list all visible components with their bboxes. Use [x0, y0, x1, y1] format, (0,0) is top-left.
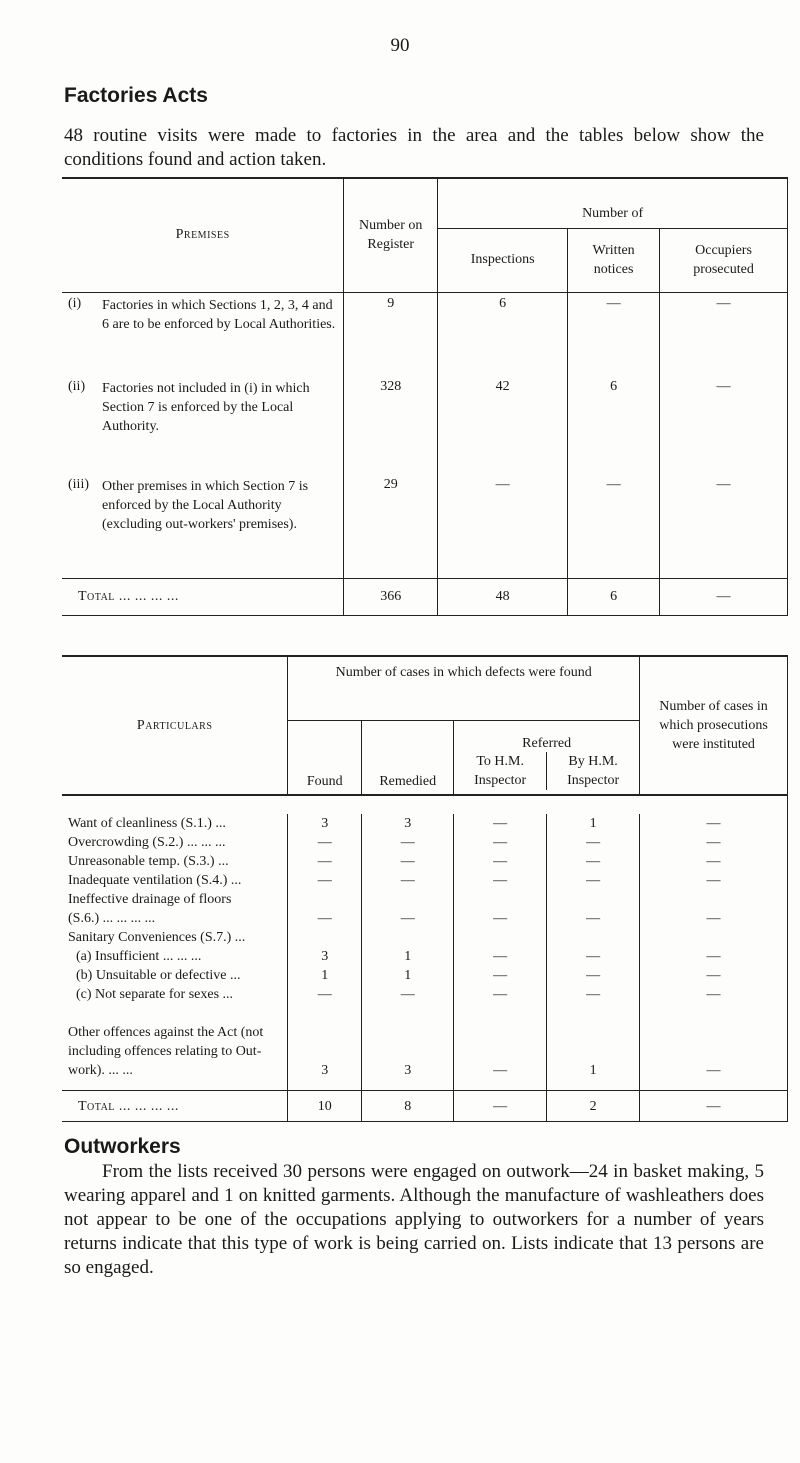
by-hm-cell: [547, 928, 640, 947]
prosecutions-cell: —: [640, 985, 788, 1004]
to-hm-cell: [454, 928, 547, 947]
to-hm-cell: —: [454, 852, 547, 871]
row-numeral: (iii): [68, 477, 89, 492]
intro-paragraph: 48 routine visits were made to factories in the area and the tables below show the conditions found and action taken.: [64, 125, 764, 170]
number-of-header: Number of: [438, 178, 788, 228]
table-row: [62, 985, 788, 1004]
prosecutions-cell: —: [640, 852, 788, 871]
particulars-header: Particulars: [62, 656, 288, 795]
row-numeral: (i): [68, 295, 82, 311]
by-hm-cell: —: [547, 966, 640, 985]
notices-cell: —: [568, 292, 660, 376]
table-row: [62, 474, 788, 578]
particular-label: (c) Not separate for sexes ...: [62, 985, 288, 1004]
prosecutions-total: —: [640, 1091, 788, 1122]
table-row: [62, 966, 788, 985]
prosecutions-cell: —: [640, 947, 788, 966]
to-hm-cell: —: [454, 1004, 547, 1091]
outworkers-title: Outworkers: [64, 1135, 181, 1158]
register-total: 366: [344, 578, 438, 615]
inspections-cell: —: [438, 474, 568, 578]
inspections-cell: 6: [438, 292, 568, 376]
prosecuted-cell: —: [660, 292, 788, 376]
prosecuted-cell: —: [660, 376, 788, 474]
found-cell: 1: [288, 966, 362, 985]
by-hm-cell: —: [547, 890, 640, 928]
by-hm-inspector-header: By H.M. Inspector: [567, 754, 620, 788]
total-row: [62, 578, 788, 615]
register-cell: 328: [344, 376, 438, 474]
to-hm-cell: —: [454, 833, 547, 852]
table-row: [62, 871, 788, 890]
table-row: [62, 947, 788, 966]
prosecutions-header: Number of cases in which prosecutions were instituted: [640, 656, 788, 795]
prosecutions-cell: —: [640, 890, 788, 928]
remedied-cell: —: [362, 871, 454, 890]
premises-description: Factories not included in (i) in which Section 7 is enforced by the Local Authority.: [102, 381, 310, 434]
particular-label: (a) Insufficient ... ... ...: [62, 947, 288, 966]
particular-label: Inadequate ventilation (S.4.) ...: [62, 871, 288, 890]
remedied-total: 8: [362, 1091, 454, 1122]
remedied-cell: 3: [362, 814, 454, 833]
prosecutions-cell: [640, 928, 788, 947]
found-cell: —: [288, 985, 362, 1004]
found-total: 10: [288, 1091, 362, 1122]
prosecutions-cell: —: [640, 833, 788, 852]
by-hm-cell: 1: [547, 814, 640, 833]
particular-label: Sanitary Conveniences (S.7.) ...: [62, 928, 288, 947]
table-row: [62, 928, 788, 947]
by-hm-cell: —: [547, 852, 640, 871]
table-row: [62, 890, 788, 928]
total-label: Total ... ... ... ...: [62, 1091, 288, 1122]
premises-description: Factories in which Sections 1, 2, 3, 4 and 6 are to be enforced by Local Authorities.: [102, 297, 336, 332]
prosecuted-cell: —: [660, 474, 788, 578]
remedied-cell: 1: [362, 966, 454, 985]
to-hm-cell: —: [454, 871, 547, 890]
section-title: Factories Acts: [64, 84, 208, 107]
premises-table: [62, 177, 788, 616]
remedied-cell: —: [362, 890, 454, 928]
by-hm-cell: —: [547, 871, 640, 890]
notices-cell: 6: [568, 376, 660, 474]
notices-cell: —: [568, 474, 660, 578]
particulars-table: [62, 655, 788, 1122]
prosecutions-cell: —: [640, 871, 788, 890]
found-cell: [288, 928, 362, 947]
particular-label: (b) Unsuitable or defective ...: [62, 966, 288, 985]
remedied-cell: 1: [362, 947, 454, 966]
found-cell: —: [288, 890, 362, 928]
by-hm-cell: —: [547, 947, 640, 966]
total-label: Total ... ... ... ...: [62, 578, 344, 615]
found-cell: 3: [288, 1004, 362, 1091]
to-hm-total: —: [454, 1091, 547, 1122]
to-hm-cell: —: [454, 814, 547, 833]
written-notices-header: Written notices: [568, 228, 660, 292]
inspections-cell: 42: [438, 376, 568, 474]
table-row: [62, 814, 788, 833]
particular-label: Other offences against the Act (not including offences relating to Out-work). ... ...: [62, 1004, 288, 1091]
remedied-cell: —: [362, 852, 454, 871]
prosecutions-cell: —: [640, 966, 788, 985]
particular-label: Want of cleanliness (S.1.) ...: [62, 814, 288, 833]
found-cell: 3: [288, 814, 362, 833]
remedied-cell: [362, 928, 454, 947]
table-row: [62, 1004, 788, 1091]
particular-label: Overcrowding (S.2.) ... ... ...: [62, 833, 288, 852]
to-hm-cell: —: [454, 947, 547, 966]
row-numeral: (ii): [68, 379, 86, 394]
remedied-cell: —: [362, 833, 454, 852]
found-header: Found: [288, 720, 362, 795]
page-number: 90: [390, 35, 410, 56]
prosecuted-total: —: [660, 578, 788, 615]
outworkers-paragraph: From the lists received 30 persons were engaged on outwork—24 in basket making, 5 wearing apparel and 1 on knitted garments. Although the manufacture of washleathers does not appear to be one of the occupations applying to outworkers for a number of years returns indicate that this type of work is being carried on. Lists indicate that 13 persons are so engaged.: [64, 1161, 764, 1278]
by-hm-total: 2: [547, 1091, 640, 1122]
remedied-cell: —: [362, 985, 454, 1004]
to-hm-cell: —: [454, 890, 547, 928]
by-hm-cell: —: [547, 985, 640, 1004]
table-row: [62, 852, 788, 871]
register-cell: 9: [344, 292, 438, 376]
inspections-total: 48: [438, 578, 568, 615]
register-cell: 29: [344, 474, 438, 578]
to-hm-inspector-header: To H.M. Inspector: [454, 752, 547, 790]
remedied-cell: 3: [362, 1004, 454, 1091]
found-cell: 3: [288, 947, 362, 966]
by-hm-cell: 1: [547, 1004, 640, 1091]
notices-total: 6: [568, 578, 660, 615]
to-hm-cell: —: [454, 966, 547, 985]
total-row: [62, 1091, 788, 1122]
table-row: [62, 833, 788, 852]
inspections-header: Inspections: [438, 228, 568, 292]
to-hm-cell: —: [454, 985, 547, 1004]
prosecutions-cell: —: [640, 814, 788, 833]
table-row: [62, 376, 788, 474]
found-cell: —: [288, 833, 362, 852]
particular-label: Ineffective drainage of floors (S.6.) ... ... ... ...: [62, 890, 288, 928]
defects-found-header: Number of cases in which defects were found: [288, 656, 640, 720]
prosecutions-cell: —: [640, 1004, 788, 1091]
by-hm-cell: —: [547, 833, 640, 852]
referred-header: Referred: [522, 736, 572, 751]
prosecuted-header: Occupiers prosecuted: [660, 228, 788, 292]
table-row: [62, 292, 788, 376]
register-header: Number on Register: [344, 178, 438, 292]
premises-header: Premises: [62, 178, 344, 292]
remedied-header: Remedied: [362, 720, 454, 795]
found-cell: —: [288, 852, 362, 871]
particular-label: Unreasonable temp. (S.3.) ...: [62, 852, 288, 871]
premises-description: Other premises in which Section 7 is enforced by the Local Authority (excluding out-workers' premises).: [102, 479, 309, 532]
found-cell: —: [288, 871, 362, 890]
